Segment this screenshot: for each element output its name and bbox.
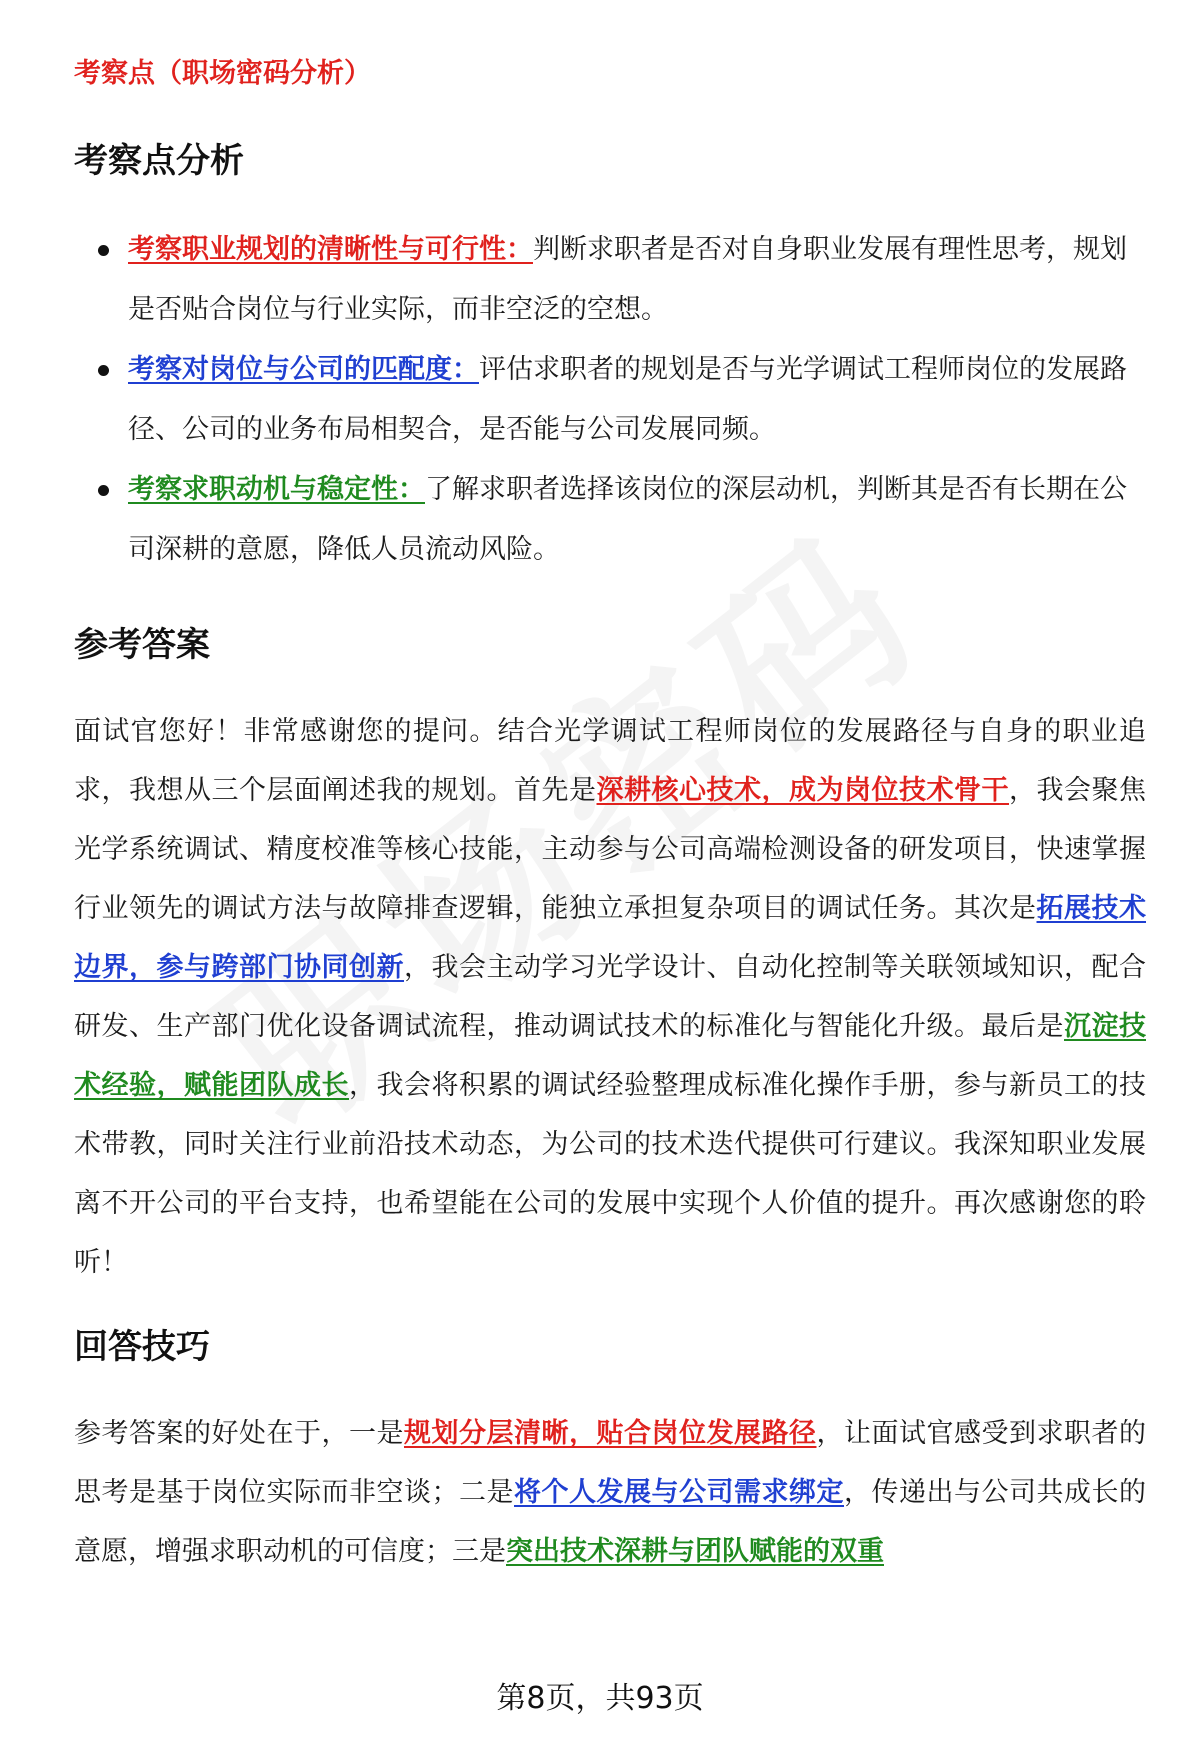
page-number: 第8页，共93页 (496, 1681, 704, 1716)
bullet-icon (98, 245, 109, 256)
answer-text: ，我会聚焦光学系统调试、精度校准等核心技能，主动参与公司高端检测设备的研发项目，快速掌握行业领先的调试方法与故障排查逻辑，能独立承担复杂项目的调试任务。其次是 (74, 775, 1146, 924)
tips-highlight: 将个人发展与公司需求绑定 (514, 1477, 844, 1508)
tips-highlight: 规划分层清晰，贴合岗位发展路径 (404, 1418, 817, 1449)
analysis-item-key: 考察求职动机与稳定性： (128, 474, 425, 505)
answer-highlight: 深耕核心技术，成为岗位技术骨干 (596, 775, 1009, 806)
tips-text: ，让面试官感受到求职者的思考是基于岗位实际而非空谈；二是 (74, 1418, 1146, 1508)
tips-paragraph (74, 1404, 1146, 1581)
analysis-item-text: 了解求职者选择该岗位的深层动机，判断其是否有长期在公司深耕的意愿，降低人员流动风险。 (128, 474, 1127, 565)
answer-highlight: 沉淀技术经验，赋能团队成长 (74, 1011, 1146, 1101)
analysis-item (74, 220, 1146, 340)
analysis-item-text: 判断求职者是否对自身职业发展有理性思考，规划是否贴合岗位与行业实际，而非空泛的空想。 (128, 234, 1127, 325)
analysis-item-key: 考察对岗位与公司的匹配度： (128, 354, 479, 385)
analysis-item-text: 评估求职者的规划是否与光学调试工程师岗位的发展路径、公司的业务布局相契合，是否能与公司发展同频。 (128, 354, 1127, 445)
document-page (74, 52, 1146, 1581)
answer-text: ，我会将积累的调试经验整理成标准化操作手册，参与新员工的技术带教，同时关注行业前沿技术动态，为公司的技术迭代提供可行建议。我深知职业发展离不开公司的平台支持，也希望能在公司的发展中实现个人价值的提升。再次感谢您的聆听！ (74, 1070, 1146, 1278)
document-title: 考察点（职场密码分析） (74, 58, 371, 89)
answer-text: 面试官您好！非常感谢您的提问。结合光学调试工程师岗位的发展路径与自身的职业追求，我想从三个层面阐述我的规划。首先是 (74, 716, 1146, 806)
bullet-icon (98, 485, 109, 496)
bullet-icon (98, 365, 109, 376)
tips-heading: 回答技巧 (74, 1327, 210, 1367)
analysis-heading: 考察点分析 (74, 141, 244, 181)
analysis-item-key: 考察职业规划的清晰性与可行性： (128, 234, 533, 265)
tips-text: 参考答案的好处在于，一是 (74, 1418, 404, 1449)
analysis-list (74, 220, 1146, 580)
answer-text: ，我会主动学习光学设计、自动化控制等关联领域知识，配合研发、生产部门优化设备调试流程，推动调试技术的标准化与智能化升级。最后是 (74, 952, 1146, 1042)
answer-paragraph (74, 702, 1146, 1292)
analysis-item (74, 340, 1146, 460)
answer-highlight: 拓展技术边界，参与跨部门协同创新 (74, 893, 1146, 983)
tips-text: ，传递出与公司共成长的意愿，增强求职动机的可信度；三是 (74, 1477, 1146, 1567)
tips-highlight: 突出技术深耕与团队赋能的双重 (506, 1536, 884, 1567)
answer-heading: 参考答案 (74, 625, 210, 665)
analysis-item (74, 460, 1146, 580)
